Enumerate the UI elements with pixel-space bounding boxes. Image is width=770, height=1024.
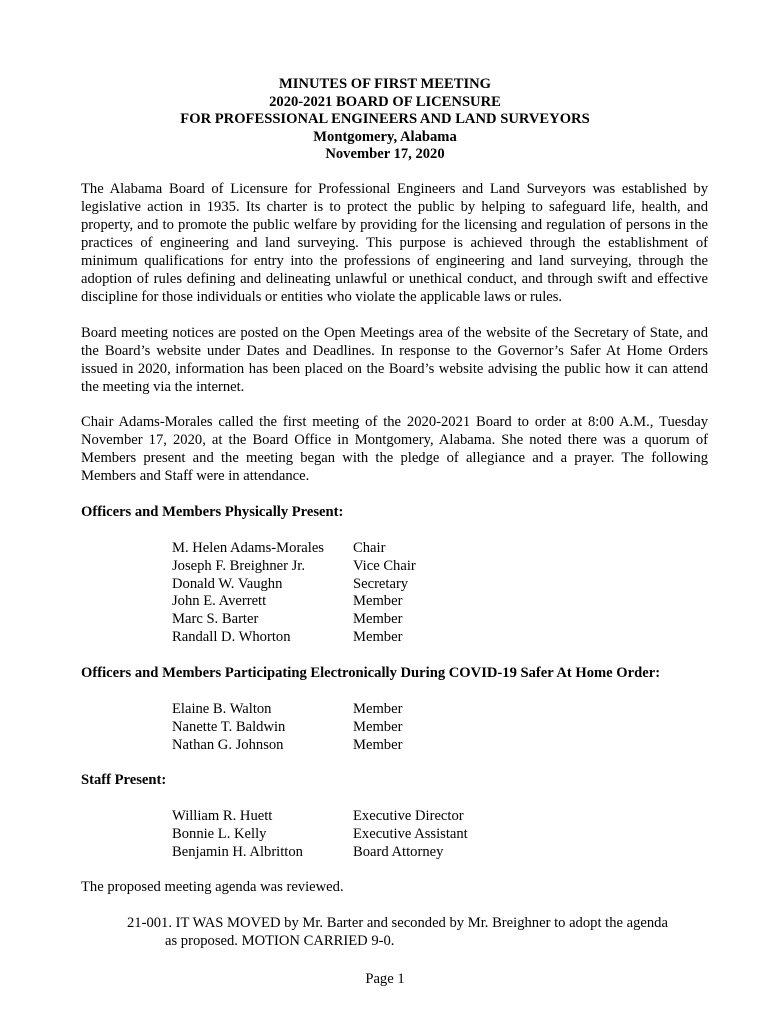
roster-row: [172, 825, 468, 843]
present-roster: [172, 539, 416, 646]
member-role: Chair: [353, 540, 386, 556]
call-to-order-paragraph: Chair Adams-Morales called the first meeting of the 2020-2021 Board to order at 8:00 A.M., Tuesday November 17, 2020, at the Board Office in Montgomery, Alabama. She noted there was a quorum of Members present and the meeting began with the pledge of allegiance and a prayer. The following Members and Staff were in attendance.: [81, 414, 708, 484]
staff-heading: Staff Present:: [81, 772, 167, 788]
header-date: November 17, 2020: [325, 146, 445, 163]
member-role: Member: [353, 611, 403, 628]
roster-row: [172, 575, 416, 593]
member-name: Nanette T. Baldwin: [172, 718, 286, 735]
staff-roster: [172, 807, 468, 860]
roster-row: [172, 592, 416, 610]
member-name: John E. Averrett: [172, 593, 267, 610]
agenda-paragraph: The proposed meeting agenda was reviewed.: [81, 879, 344, 895]
page-number: Page 1: [365, 971, 405, 987]
roster-row: [172, 700, 402, 718]
roster-row: [172, 807, 468, 825]
member-name: Nathan G. Johnson: [172, 736, 284, 753]
header-board: 2020-2021 BOARD OF LICENSURE: [269, 93, 501, 110]
motion-item: [127, 914, 708, 950]
roster-row: [172, 557, 416, 575]
present-heading: Officers and Members Physically Present:: [81, 504, 344, 520]
staff-role: Board Attorney: [353, 843, 444, 860]
header-title: MINUTES OF FIRST MEETING: [278, 76, 492, 92]
member-name: Marc S. Barter: [172, 611, 259, 628]
member-role: Member: [353, 593, 403, 610]
member-role: Vice Chair: [353, 557, 416, 574]
roster-row: [172, 843, 468, 861]
staff-role: Executive Director: [353, 808, 464, 824]
member-name: Elaine B. Walton: [172, 701, 272, 717]
roster-row: [172, 736, 402, 754]
member-role: Member: [353, 736, 403, 753]
header-location: Montgomery, Alabama: [313, 128, 457, 145]
member-name: Randall D. Whorton: [172, 628, 291, 645]
roster-row: [172, 539, 416, 557]
member-role: Member: [353, 701, 403, 717]
roster-row: [172, 610, 416, 628]
staff-name: Bonnie L. Kelly: [172, 825, 267, 842]
electronic-roster: [172, 700, 402, 753]
motion-line-2: as proposed. MOTION CARRIED 9-0.: [165, 933, 395, 949]
member-name: Joseph F. Breighner Jr.: [172, 557, 306, 574]
member-name: Donald W. Vaughn: [172, 575, 283, 592]
member-role: Secretary: [353, 575, 409, 592]
roster-row: [172, 628, 416, 646]
notices-paragraph: Board meeting notices are posted on the Open Meetings area of the website of the Secretary of State, and the Board’s website under Dates and Deadlines. In response to the Governor’s Safer At Home Orders issued in 2020, information has been placed on the Board’s website advising the public how it can attend the meeting via the internet.: [81, 325, 708, 395]
member-role: Member: [353, 718, 403, 735]
intro-paragraph: The Alabama Board of Licensure for Professional Engineers and Land Surveyors was established by legislative action in 1935. Its charter is to protect the public by helping to safeguard life, health, and property, and to promote the public welfare by providing for the licensing and regulation of persons in the practices of engineering and land surveying. This purpose is achieved through the establishment of minimum qualifications for entry into the professions of engineering and land surveying, through the adoption of rules defining and delineating unlawful or unethical conduct, and through swift and effective discipline for those individuals or entities who violate the applicable laws or rules.: [81, 181, 708, 305]
electronic-heading: Officers and Members Participating Electronically During COVID-19 Safer At Home Order:: [81, 665, 661, 681]
staff-role: Executive Assistant: [353, 825, 468, 842]
minutes-header: [0, 76, 770, 164]
staff-name: Benjamin H. Albritton: [172, 843, 303, 860]
motion-line-1: 21-001. IT WAS MOVED by Mr. Barter and seconded by Mr. Breighner to adopt the agenda: [127, 915, 668, 931]
roster-row: [172, 718, 402, 736]
member-role: Member: [353, 628, 403, 645]
header-professions: FOR PROFESSIONAL ENGINEERS AND LAND SURVEYORS: [180, 111, 590, 128]
staff-name: William R. Huett: [172, 808, 273, 824]
member-name: M. Helen Adams-Morales: [172, 540, 324, 556]
